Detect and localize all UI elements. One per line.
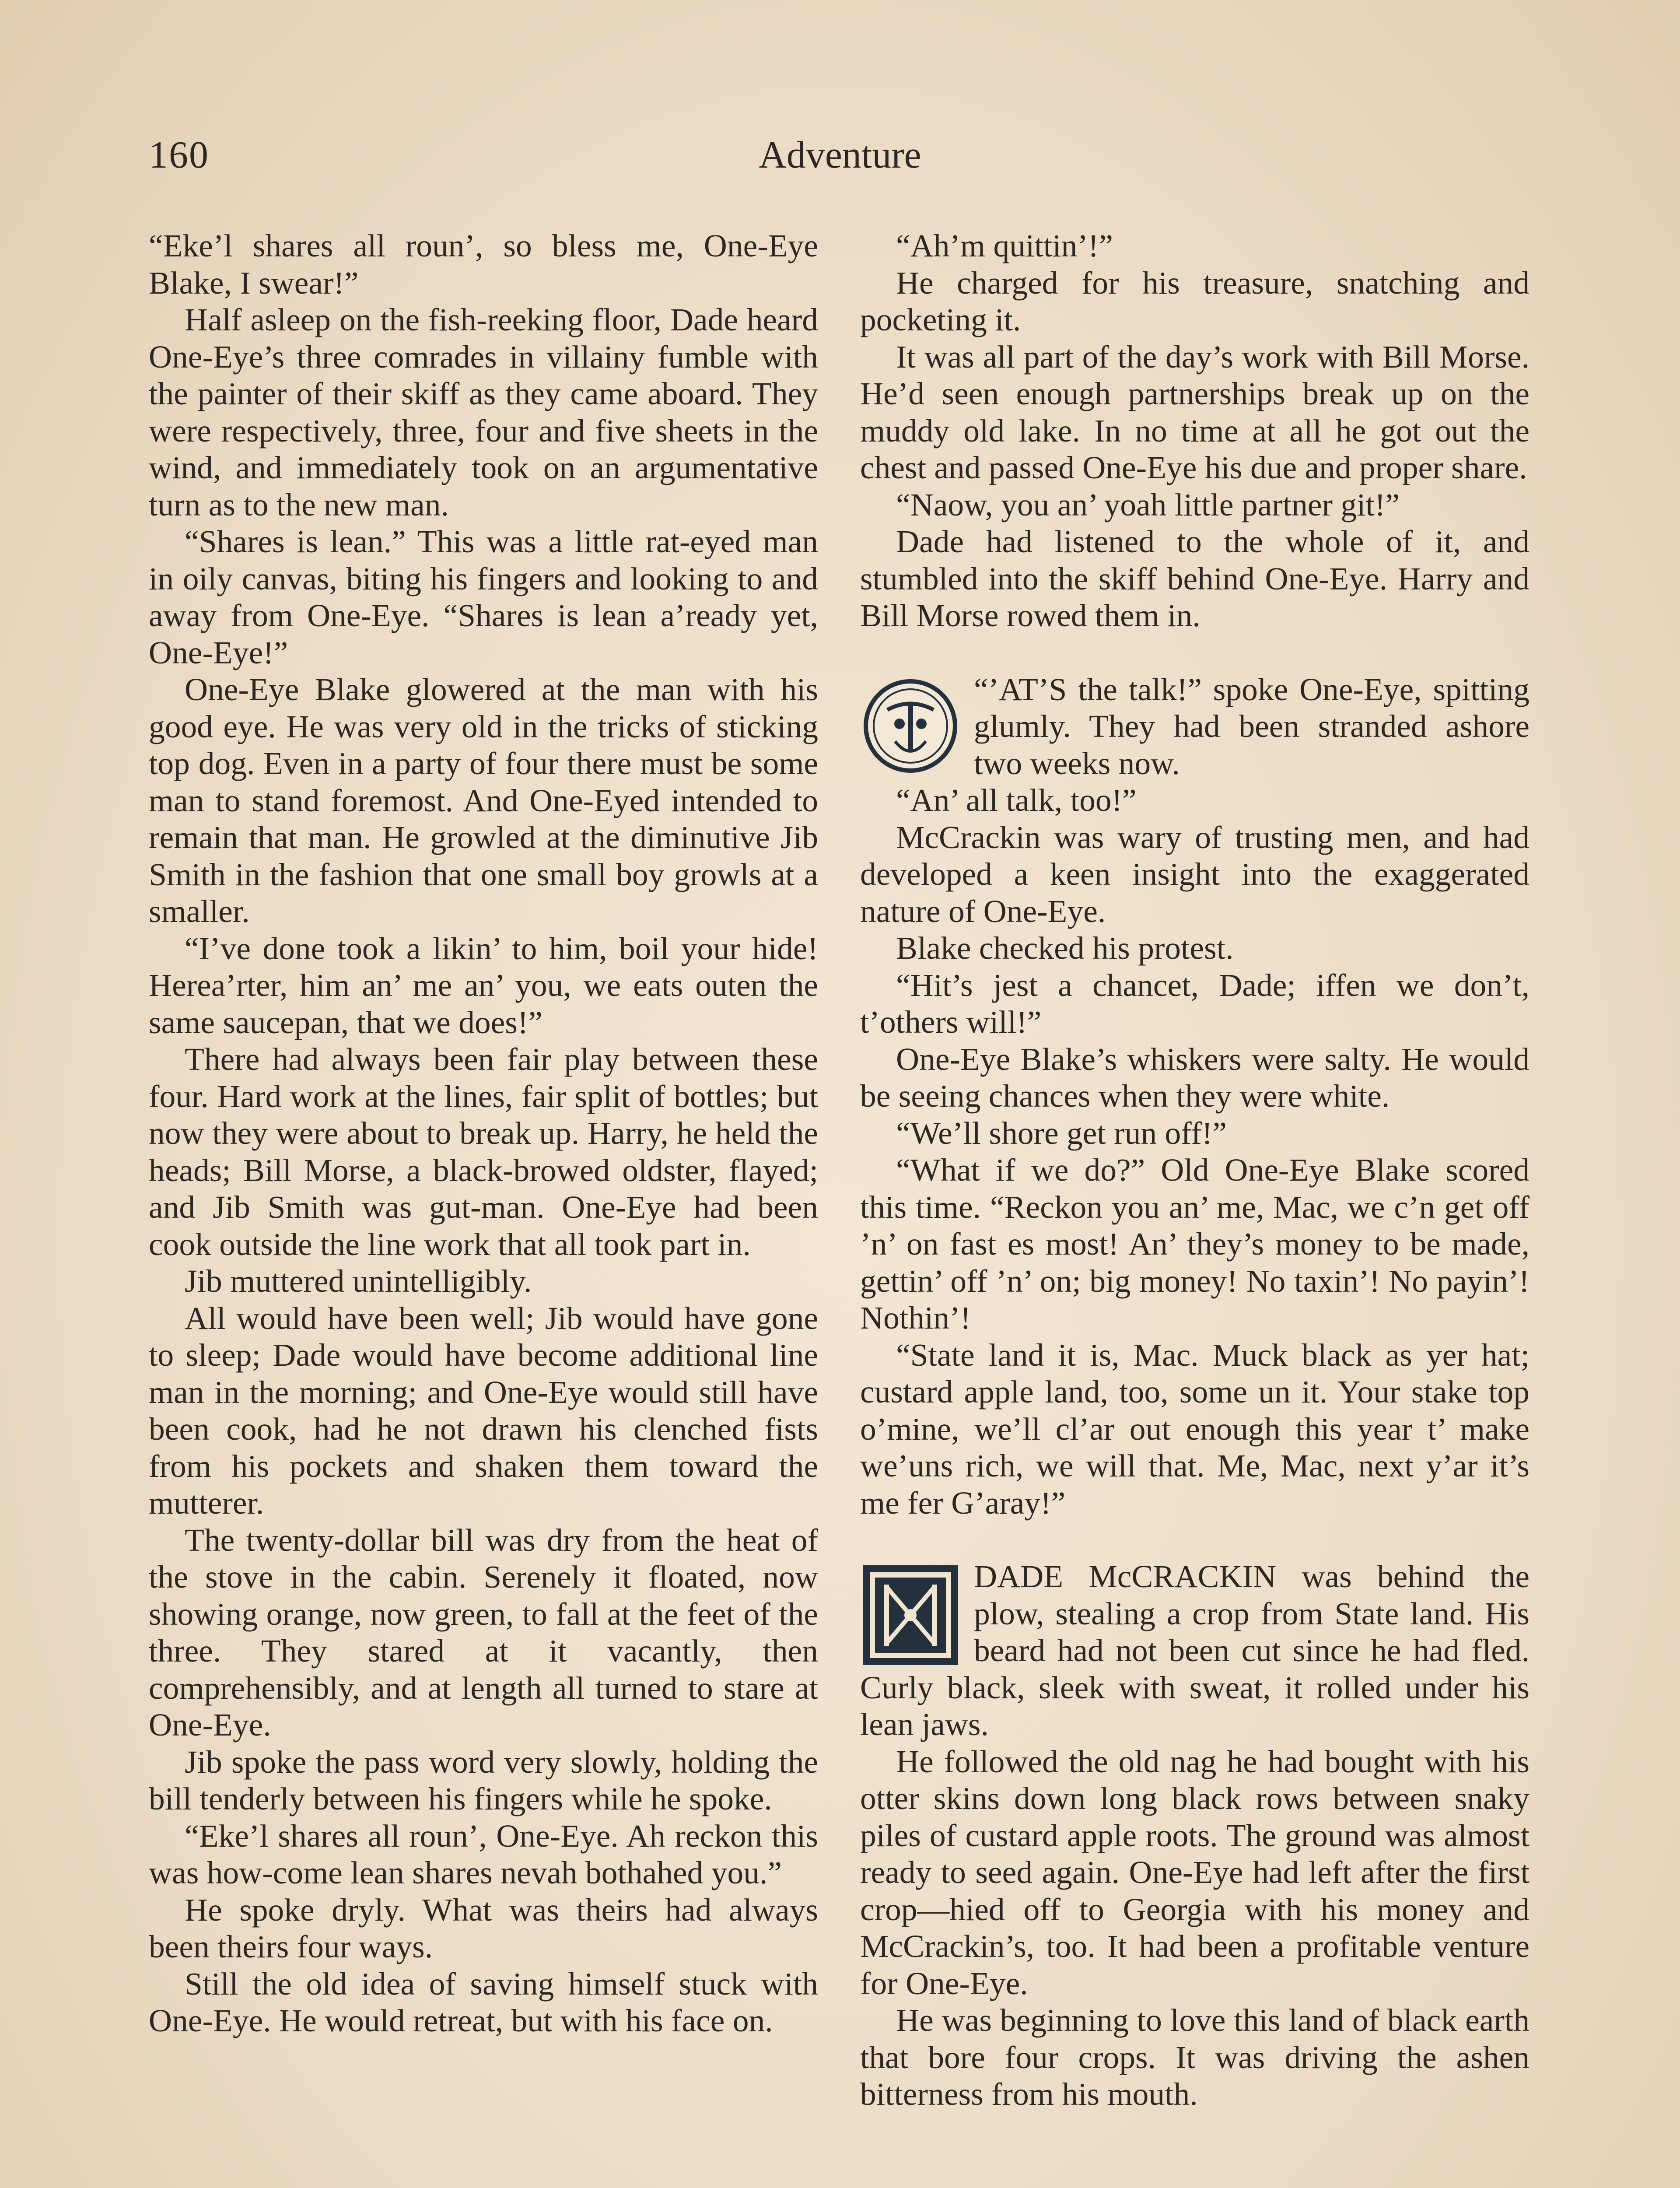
page-number: 160 — [149, 134, 209, 176]
paragraph: Still the old idea of saving himself stuck with One-Eye. He would retreat, but with his face on. — [149, 1966, 818, 2038]
paragraph: Dade had listened to the whole of it, and stumbled into the skiff behind One-Eye. Harry and Bill Morse rowed them in. — [860, 524, 1530, 633]
page-header — [149, 127, 1531, 184]
paragraph: “Eke’l shares all roun’, One-Eye. Ah reckon this was how-come lean shares nevah bothahed you.” — [149, 1818, 818, 1890]
paragraph: “What if we do?” Old One-Eye Blake scored this time. “Reckon you an’ me, Mac, we c’n get off ’n’ on fast es most! An’ they’s money to be made, gettin’ off ’n’ on; big money! No taxin’! No payin’! Nothin’! — [860, 1152, 1530, 1336]
running-title: Adventure — [759, 134, 921, 176]
paragraph: One-Eye Blake’s whiskers were salty. He would be seeing chances when they were white. — [860, 1041, 1530, 1114]
right-column — [860, 228, 1530, 2188]
paragraph: There had always been fair play between these four. Hard work at the lines, fair split of bottles; but now they were about to break up. Harry, he held the heads; Bill Morse, a black-browed oldster, flayed; and Jib Smith was gut-man. One-Eye had been cook outside the line work that all took part in. — [149, 1041, 818, 1262]
paragraph: Jib spoke the pass word very slowly, holding the bill tenderly between his fingers while he spoke. — [149, 1744, 818, 1816]
section-break — [860, 671, 1530, 782]
paragraph: He spoke dryly. What was theirs had always been theirs four ways. — [149, 1892, 818, 1964]
paragraph: “Ah’m quittin’!” — [896, 228, 1113, 263]
ornamental-initial-t-icon — [860, 676, 961, 776]
paragraph: He charged for his treasure, snatching and pocketing it. — [860, 265, 1530, 337]
paragraph: He was beginning to love this land of black earth that bore four crops. It was driving the ashen bitterness from his mouth. — [860, 2002, 1530, 2112]
paragraph: Blake checked his protest. — [896, 930, 1234, 966]
paragraph: He followed the old nag he had bought with his otter skins down long black rows between snaky piles of custard apple roots. The ground was almost ready to seed again. One-Eye had left after the first crop—hied off to Georgia with his money and McCrackin’s, too. It had been a profitable venture for One-Eye. — [860, 1743, 1530, 2001]
paragraph: “Hit’s jest a chancet, Dade; iffen we don’t, t’others will!” — [860, 967, 1530, 1040]
paragraph: McCrackin was wary of trusting men, and had developed a keen insight into the exaggerated nature of One-Eye. — [860, 819, 1530, 929]
ornamental-initial-d-icon — [860, 1563, 961, 1668]
paragraph: “I’ve done took a likin’ to him, boil your hide! Herea’rter, him an’ me an’ you, we eats outen the same saucepan, that we does!” — [149, 930, 818, 1040]
paragraph: One-Eye Blake glowered at the man with his good eye. He was very old in the tricks of sticking top dog. Even in a party of four there must be some man to stand foremost. And One-Eyed intended to remain that man. He growled at the diminutive Jib Smith in the fashion that one small boy growls at a smaller. — [149, 672, 818, 929]
paragraph: Jib muttered unintelligibly. — [185, 1263, 532, 1299]
paragraph: DADE McCRACKIN was behind the plow, stealing a crop from State land. His beard had not been cut since he had fled. Curly black, sleek with sweat, it rolled under his lean jaws. — [860, 1559, 1530, 1742]
paragraph: “An’ all talk, too!” — [896, 782, 1137, 818]
paragraph: “State land it is, Mac. Muck black as yer hat; custard apple land, too, some un it. Your stake top o’mine, we’ll cl’ar out enough this year t’ make we’uns rich, we will that. Me, Mac, next y’ar it’s me fer G’aray!” — [860, 1337, 1530, 1521]
paragraph: “’AT’S the talk!” spoke One-Eye, spitting glumly. They had been stranded ashore two weeks now. — [974, 671, 1530, 781]
paragraph: All would have been well; Jib would have gone to sleep; Dade would have become additional line man in the morning; and One-Eye would still have been cook, had he not drawn his clenched fists from his pockets and shaken them toward the mutterer. — [149, 1300, 818, 1521]
paragraph: It was all part of the day’s work with Bill Morse. He’d seen enough partnerships break up on the muddy old lake. In no time at all he got out the chest and passed One-Eye his due and proper share. — [860, 339, 1530, 485]
paragraph: “We’ll shore get run off!” — [896, 1115, 1227, 1151]
paragraph: Half asleep on the fish-reeking floor, Dade heard One-Eye’s three comrades in villainy fumble with the painter of their skiff as they came aboard. They were respectively, three, four and five sheets in the wind, and immediately took on an argumentative turn as to the new man. — [149, 302, 818, 522]
paragraph: “Eke’l shares all roun’, so bless me, One-Eye Blake, I swear!” — [149, 228, 818, 301]
paragraph: “Shares is lean.” This was a little rat-eyed man in oily canvas, biting his fingers and looking to and away from One-Eye. “Shares is lean a’ready yet, One-Eye!” — [149, 524, 818, 670]
section-break — [860, 1558, 1530, 1743]
paragraph: The twenty-dollar bill was dry from the heat of the stove in the cabin. Serenely it floated, now showing orange, now green, to fall at the feet of the three. They stared at it vacantly, then comprehensibly, and at length all turned to stare at One-Eye. — [149, 1522, 818, 1743]
paragraph: “Naow, you an’ yoah little partner git!” — [896, 487, 1400, 522]
left-column — [149, 228, 818, 2188]
